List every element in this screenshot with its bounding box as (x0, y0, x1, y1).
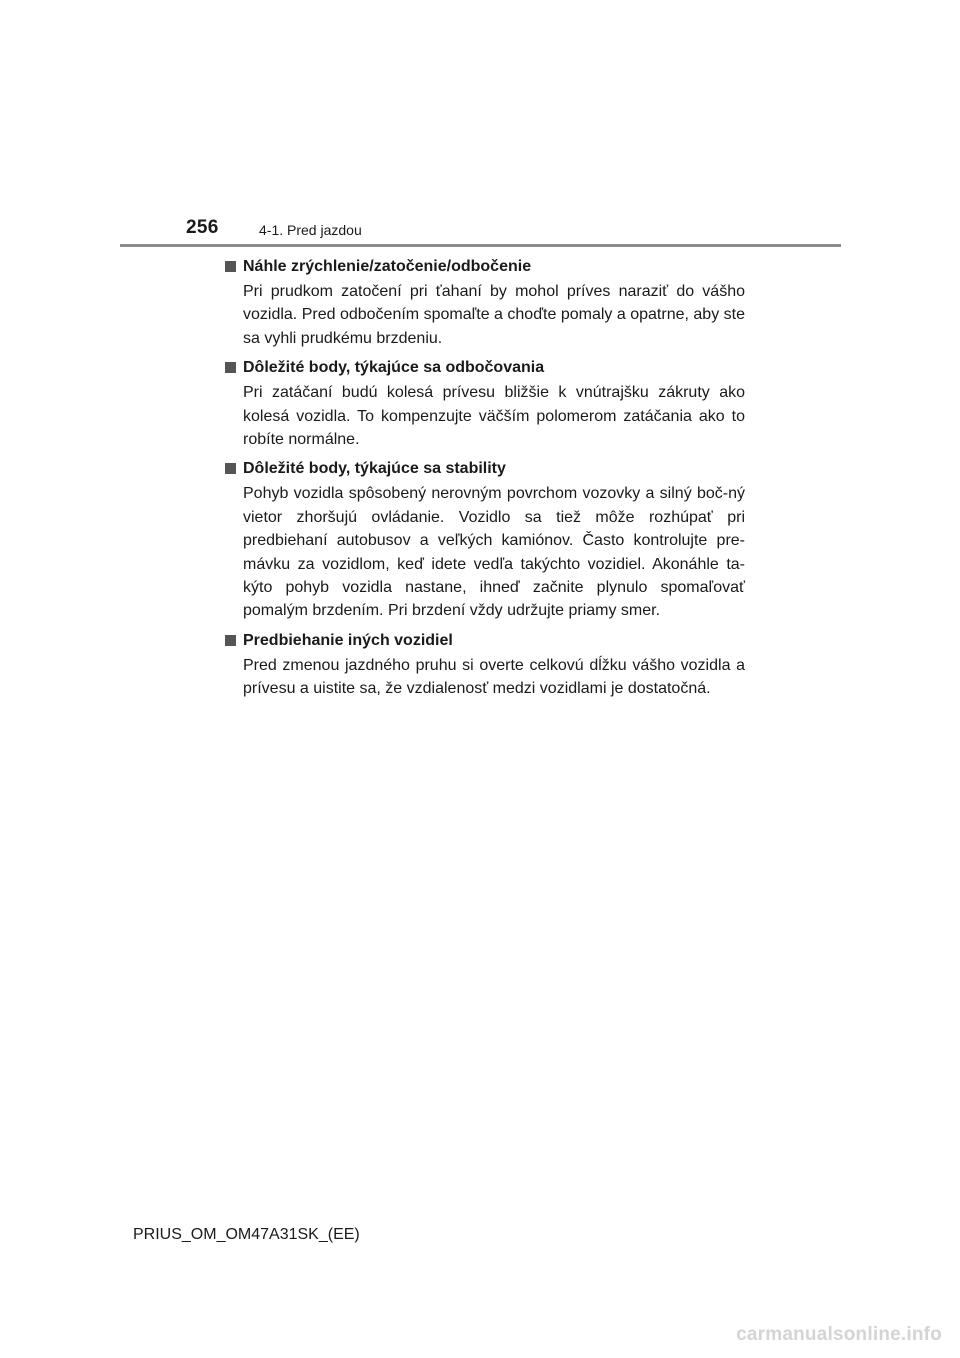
section-paragraph: Pred zmenou jazdného pruhu si overte celkovú dĺžku vášho vozidla a prívesu a uistite sa, že vzdialenosť medzi vozidlami je dostatočná. (243, 656, 745, 698)
square-bullet-icon (225, 463, 236, 474)
section-heading (223, 253, 745, 280)
section-heading-text: Dôležité body, týkajúce sa odbočovania (243, 359, 545, 377)
section-title: 4-1. Pred jazdou (259, 222, 362, 238)
page-header (0, 0, 960, 250)
section-stability (223, 455, 745, 622)
section-heading-text: Dôležité body, týkajúce sa stability (243, 460, 506, 478)
section-heading (223, 455, 745, 482)
section-paragraph: Pohyb vozidla spôsobený nerovným povrchom vozovky a silný boč-ný vietor zhoršujú ovládanie. Vozidlo sa tiež môže rozhúpať pri predbiehaní autobusov a veľkých kamiónov. Často kontrolujte pre-mávku za vozidlom, keď idete vedľa takýchto vozidiel. Akonáhle ta-kýto pohyb vozidla nastane, ihneď začnite plynulo spomaľovať pomalým brzdením. Pri brzdení vždy udržujte priamy smer. (243, 485, 745, 620)
square-bullet-icon (225, 635, 236, 646)
section-heading-text: Predbiehanie iných vozidiel (243, 631, 453, 649)
section-turning (223, 354, 745, 451)
section-paragraph: Pri zatáčaní budú kolesá prívesu bližšie k vnútrajšku zákruty ako kolesá vozidla. To kompenzujte väčším polomerom zatáčania ako to robíte normálne. (243, 384, 745, 449)
section-heading (223, 627, 745, 654)
section-sudden-maneuvers (223, 253, 745, 350)
section-paragraph: Pri prudkom zatočení pri ťahaní by mohol príves naraziť do vášho vozidla. Pred odbočením spomaľte a choďte pomaly a opatrne, aby ste sa vyhli prudkému brzdeniu. (243, 283, 745, 347)
watermark: carmanualsonline.info (736, 1324, 942, 1345)
header-divider (120, 244, 841, 247)
square-bullet-icon (225, 261, 236, 272)
page-content (223, 253, 745, 705)
document-code: PRIUS_OM_OM47A31SK_(EE) (133, 1226, 360, 1243)
section-heading (223, 354, 745, 381)
page-number: 256 (186, 217, 219, 238)
section-overtaking (223, 627, 745, 701)
section-heading-text: Náhle zrýchlenie/zatočenie/odbočenie (243, 258, 532, 275)
square-bullet-icon (225, 362, 236, 373)
